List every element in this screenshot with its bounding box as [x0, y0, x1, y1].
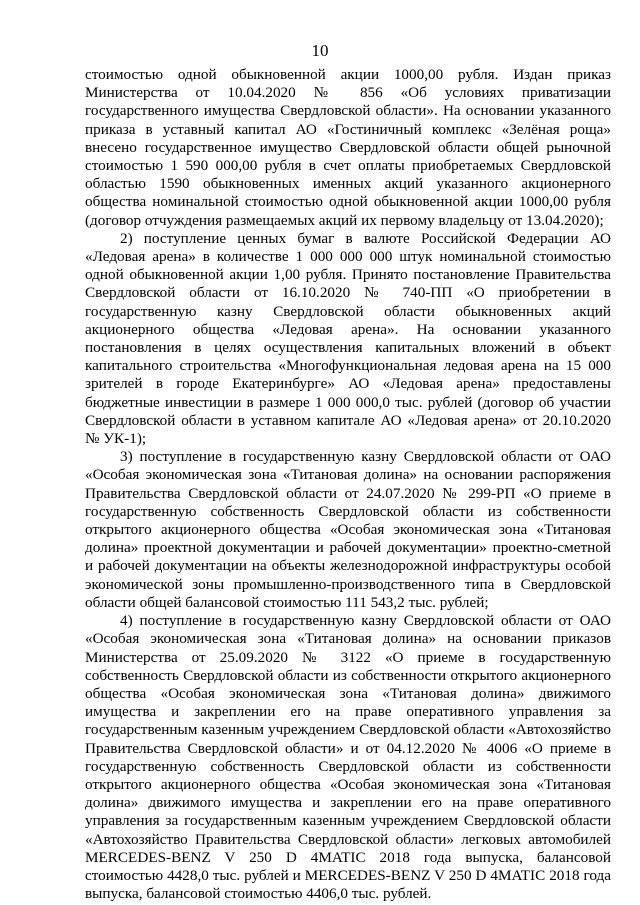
document-body	[85, 66, 611, 903]
paragraph-continuation: стоимостью одной обыкновенной акции 1000,00 рубля. Издан приказ Министерства от 10.04.2020 № 856 «Об условиях приватизации государственного имущества Свердловской области». На основании указанного приказа в уставный капитал АО «Гостиничный комплекс «Зелёная роща» внесено государственное имущество Свердловской области общей рыночной стоимостью 1 590 000,00 рубля в счет оплаты приобретаемых Свердловской областью 1590 обыкновенных именных акций указанного акционерного общества номинальной стоимостью одной обыкновенной акции 1000,00 рубля (договор отчуждения размещаемых акций их первому владельцу от 13.04.2020);	[85, 66, 611, 229]
paragraph-item-3: 3) поступление в государственную казну Свердловской области от ОАО «Особая экономическая зона «Титановая долина» на основании распоряжения Правительства Свердловской области от 24.07.2020 № 299-РП «О приеме в государственную собственность Свердловской области из собственности открытого акционерного общества «Особая экономическая зона «Титановая долина» проектной документации и рабочей документации» проектно-сметной и рабочей документации на объекты железнодорожной инфраструктуры особой экономической зоны промышленно-производственного типа в Свердловской области общей балансовой стоимостью 111 543,2 тыс. рублей;	[85, 448, 611, 611]
page-number: 10	[311, 41, 329, 60]
paragraph-item-2: 2) поступление ценных бумаг в валюте Российской Федерации АО «Ледовая арена» в количестве 1 000 000 000 штук номинальной стоимостью одной обыкновенной акции 1,00 рубля. Принято постановление Правительства Свердловской области от 16.10.2020 № 740-ПП «О приобретении в государственную казну Свердловской области обыкновенных акций акционерного общества «Ледовая арена». На основании указанного постановления в целях осуществления капитальных вложений в объект капитального строительства «Многофункциональная ледовая арена на 15 000 зрителей в городе Екатеринбурге» АО «Ледовая арена» предоставлены бюджетные инвестиции в размере 1 000 000,0 тыс. рублей (договор об участии Свердловской области в уставном капитале АО «Ледовая арена» от 20.10.2020 № УК-1);	[85, 229, 611, 448]
paragraph-item-4: 4) поступление в государственную казну Свердловской области от ОАО «Особая экономическая зона «Титановая долина» на основании приказов Министерства от 25.09.2020 № 3122 «О приеме в государственную собственность Свердловской области из собственности открытого акционерного общества «Особая экономическая зона «Титановая долина» движимого имущества и закреплении его на праве оперативного управления за государственным казенным учреждением Свердловской области «Автохозяйство Правительства Свердловской области» и от 04.12.2020 № 4006 «О приеме в государственную собственность Свердловской области из собственности открытого акционерного общества «Особая экономическая зона «Титановая долина» движимого имущества и закреплении его на праве оперативного управления за государственным казенным учреждением Свердловской области «Автохозяйство Правительства Свердловской области» легковых автомобилей MERCEDES-BENZ V 250 D 4MATIC 2018 года выпуска, балансовой стоимостью 4428,0 тыс. рублей и MERCEDES-BENZ V 250 D 4MATIC 2018 года выпуска, балансовой стоимостью 4406,0 тыс. рублей.	[85, 612, 611, 903]
